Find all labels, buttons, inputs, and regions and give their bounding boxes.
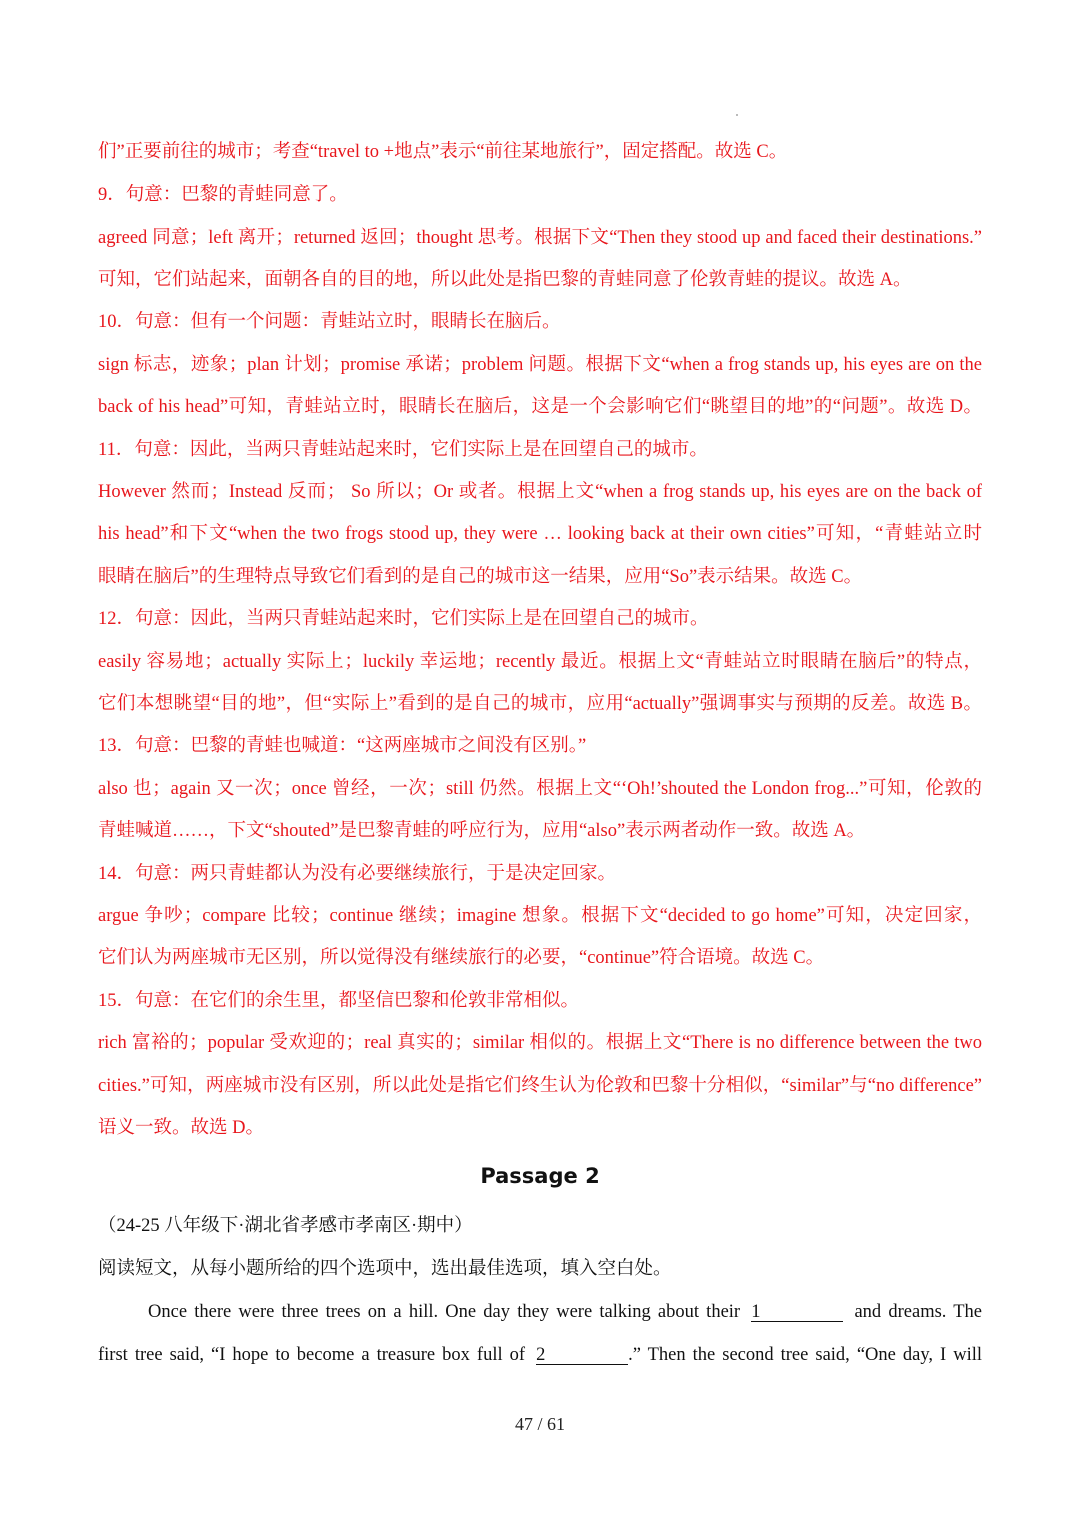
scan-speck — [736, 114, 738, 116]
q15-title: 15．句意：在它们的余生里，都坚信巴黎和伦敦非常相似。 — [98, 991, 580, 1011]
q15-line-2: cities.”可知，两座城市没有区别，所以此处是指它们终生认为伦敦和巴黎十分相似，“similar”与“no difference” — [98, 1076, 982, 1096]
q10-line-2: back of his head”可知，青蛙站立时，眼睛长在脑后，这是一个会影响它们“眺望目的地”的“问题”。故选 D。 — [98, 397, 982, 417]
q10-title: 10．句意：但有一个问题：青蛙站立时，眼睛长在脑后。 — [98, 312, 561, 332]
q12-title: 12．句意：因此，当两只青蛙站起来时，它们实际上是在回望自己的城市。 — [98, 609, 709, 629]
passage-source: （24-25 八年级下·湖北省孝感市孝南区·期中） — [98, 1216, 473, 1236]
q12-line-2: 它们本想眺望“目的地”，但“实际上”看到的是自己的城市，应用“actually”强调事实与预期的反差。故选 B。 — [98, 694, 982, 714]
page-number: 47 / 61 — [514, 1414, 565, 1434]
q10-line-1: sign 标志，迹象；plan 计划；promise 承诺；problem 问题。根据下文“when a frog stands up, his eyes are on the — [98, 355, 982, 375]
passage-text-segment: .” Then the second tree said, “One day, I will — [628, 1345, 982, 1365]
q11-line-3: 眼睛在脑后”的生理特点导致它们看到的是自己的城市这一结果，应用“So”表示结果。故选 C。 — [98, 567, 863, 587]
q13-title: 13．句意：巴黎的青蛙也喊道：“这两座城市之间没有区别。” — [98, 736, 587, 756]
q9-title: 9．句意：巴黎的青蛙同意了。 — [98, 185, 348, 205]
passage-paragraph-line-1 — [98, 1299, 982, 1325]
q15-line-3: 语义一致。故选 D。 — [98, 1118, 264, 1138]
q13-line-2: 青蛙喊道……，下文“shouted”是巴黎青蛙的呼应行为，应用“also”表示两者动作一致。故选 A。 — [98, 821, 866, 841]
q15-line-1: rich 富裕的；popular 受欢迎的；real 真实的；similar 相似的。根据上文“There is no difference between the two — [98, 1033, 982, 1053]
q14-title: 14．句意：两只青蛙都认为没有必要继续旅行，于是决定回家。 — [98, 864, 617, 884]
q11-title: 11．句意：因此，当两只青蛙站起来时，它们实际上是在回望自己的城市。 — [98, 440, 708, 460]
passage-instruction: 阅读短文，从每小题所给的四个选项中，选出最佳选项，填入空白处。 — [98, 1259, 672, 1279]
q8-explanation-tail: 们”正要前往的城市；考查“travel to +地点”表示“前往某地旅行”，固定搭配。故选 C。 — [98, 142, 788, 162]
q9-line-2: 可知，它们站起来，面朝各自的目的地，所以此处是指巴黎的青蛙同意了伦敦青蛙的提议。故选 A。 — [98, 270, 912, 290]
q11-line-2: his head”和下文“when the two frogs stood up, they were … looking back at their own cities”可知，“青蛙站立时 — [98, 524, 982, 544]
q14-line-1: argue 争吵；compare 比较；continue 继续；imagine 想象。根据下文“decided to go home”可知，决定回家， — [98, 906, 982, 926]
blank-1: 1 — [751, 1303, 843, 1322]
passage-text-segment: Once there were three trees on a hill. One day they were talking about their — [148, 1302, 741, 1322]
q11-line-1: However 然而；Instead 反而； So 所以；Or 或者。根据上文“when a frog stands up, his eyes are on the back of — [98, 482, 982, 502]
passage-text-segment: first tree said, “I hope to become a treasure box full of — [98, 1345, 526, 1365]
q12-line-1: easily 容易地；actually 实际上；luckily 幸运地；recently 最近。根据上文“青蛙站立时眼睛在脑后”的特点， — [98, 652, 982, 672]
q13-line-1: also 也；again 又一次；once 曾经，一次；still 仍然。根据上文“‘Oh!’shouted the London frog...”可知，伦敦的 — [98, 779, 982, 799]
q14-line-2: 它们认为两座城市无区别，所以觉得没有继续旅行的必要，“continue”符合语境。故选 C。 — [98, 948, 825, 968]
passage-text-segment: and dreams. The — [854, 1302, 982, 1322]
passage-paragraph-line-2 — [98, 1342, 982, 1368]
passage-heading: Passage 2 — [480, 1164, 600, 1188]
blank-2: 2 — [536, 1346, 628, 1365]
q9-line-1: agreed 同意；left 离开；returned 返回；thought 思考。根据下文“Then they stood up and faced their destinations.” — [98, 228, 982, 248]
